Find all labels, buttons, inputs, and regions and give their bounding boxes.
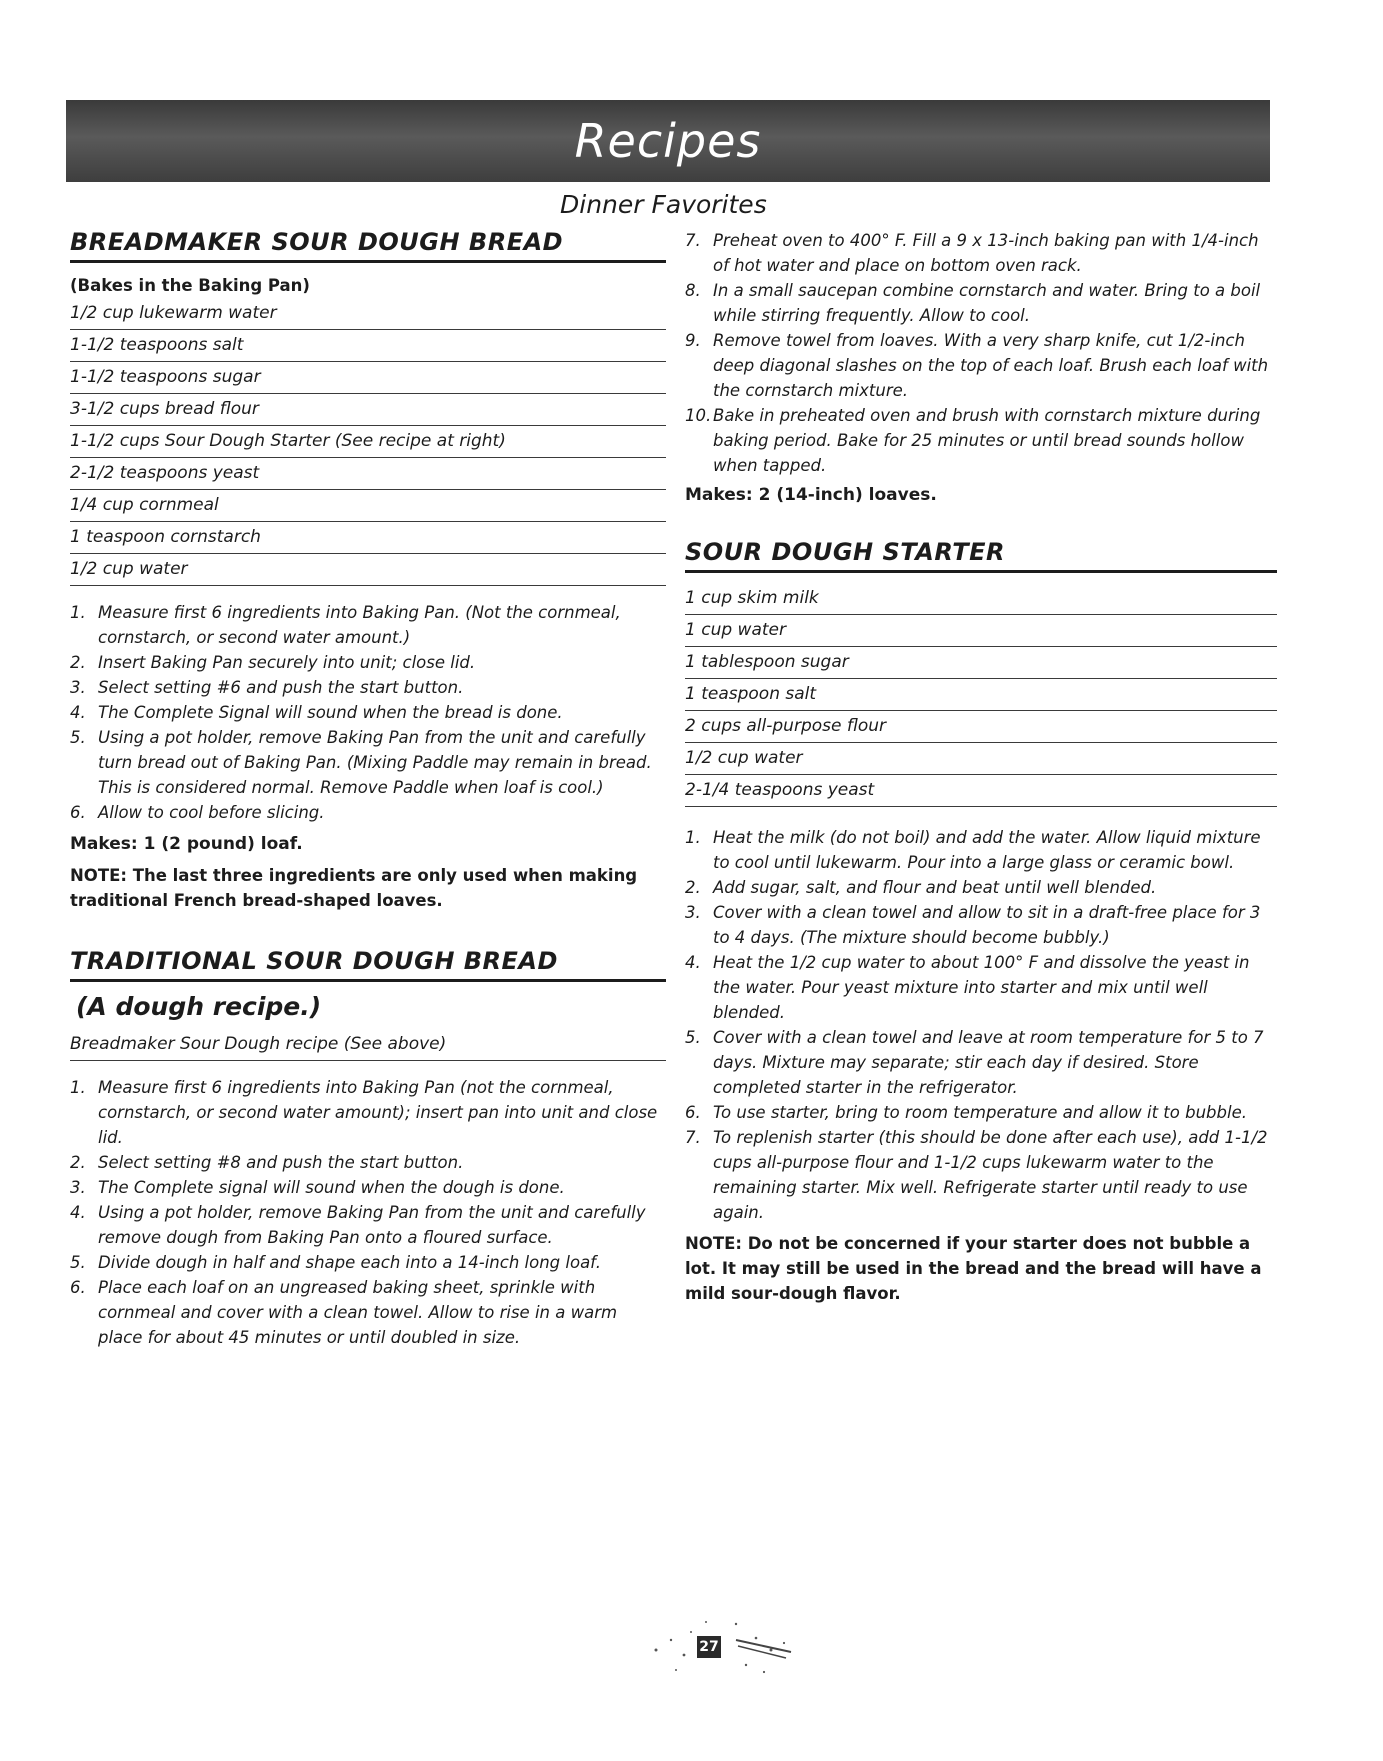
ingredient-item: 1 cup skim milk — [685, 583, 1277, 615]
step-number: 1. — [70, 1078, 86, 1097]
step-number: 6. — [70, 803, 86, 822]
instruction-step — [685, 1025, 1277, 1100]
instruction-step — [685, 1100, 1277, 1125]
step-text: Measure first 6 ingredients into Baking Pan. (Not the cornmeal, cornstarch, or second water amount.) — [98, 603, 621, 647]
step-number: 6. — [685, 1103, 701, 1122]
step-number: 2. — [70, 653, 86, 672]
instruction-step — [70, 675, 666, 700]
instruction-step — [685, 278, 1277, 328]
step-text: Allow to cool before slicing. — [98, 803, 325, 822]
yield-text: Makes: 1 (2 pound) loaf. — [70, 834, 303, 854]
step-text: Using a pot holder, remove Baking Pan from the unit and carefully turn bread out of Baking Pan. (Mixing Paddle may remain in bread. This is considered normal. Remove Paddle when loaf is cool.) — [98, 728, 652, 797]
ingredient-item: 1 teaspoon cornstarch — [70, 522, 666, 554]
step-text: Divide dough in half and shape each into a 14-inch long loaf. — [98, 1253, 601, 1272]
step-text: Select setting #6 and push the start button. — [98, 678, 464, 697]
step-text: Insert Baking Pan securely into unit; close lid. — [98, 653, 476, 672]
recipe-heading-traditional: TRADITIONAL SOUR DOUGH BREAD — [70, 947, 666, 982]
step-number: 7. — [685, 231, 701, 250]
step-text: Bake in preheated oven and brush with cornstarch mixture during baking period. Bake for 25 minutes or until bread sounds hollow when tapped. — [713, 406, 1261, 475]
left-column — [70, 228, 666, 1350]
step-text: Add sugar, salt, and flour and beat until well blended. — [713, 878, 1157, 897]
instruction-step — [70, 1175, 666, 1200]
recipe-footnote: NOTE: The last three ingredients are only used when making traditional French bread-shaped loaves. — [70, 866, 638, 910]
section-subtitle: Dinner Favorites — [560, 190, 767, 219]
ingredient-item: 1 tablespoon sugar — [685, 647, 1277, 679]
recipe-heading-starter: SOUR DOUGH STARTER — [685, 538, 1277, 573]
step-text: Place each loaf on an ungreased baking sheet, sprinkle with cornmeal and cover with a clean towel. Allow to rise in a warm place for about 45 minutes or until doubled in size. — [98, 1278, 618, 1347]
step-number: 2. — [685, 878, 701, 897]
step-text: In a small saucepan combine cornstarch and water. Bring to a boil while stirring frequently. Allow to cool. — [713, 281, 1261, 325]
page-title: Recipes — [574, 114, 762, 168]
instruction-step — [70, 1250, 666, 1275]
step-number: 4. — [70, 1203, 86, 1222]
instruction-step — [685, 328, 1277, 403]
speckle-decoration — [636, 1610, 806, 1690]
instruction-step — [685, 1125, 1277, 1225]
step-number: 1. — [685, 828, 701, 847]
instruction-step — [70, 1150, 666, 1175]
instruction-step — [70, 650, 666, 675]
step-number: 7. — [685, 1128, 701, 1147]
ingredient-item: Breadmaker Sour Dough recipe (See above) — [70, 1029, 666, 1061]
instruction-step — [70, 600, 666, 650]
instruction-list-continued — [685, 228, 1277, 478]
step-number: 1. — [70, 603, 86, 622]
ingredient-item: 1 teaspoon salt — [685, 679, 1277, 711]
step-text: Select setting #8 and push the start button. — [98, 1153, 464, 1172]
ingredient-list — [70, 298, 666, 586]
step-number: 4. — [70, 703, 86, 722]
step-number: 2. — [70, 1153, 86, 1172]
instruction-step — [685, 900, 1277, 950]
step-text: Cover with a clean towel and allow to sit in a draft-free place for 3 to 4 days. (The mixture should become bubbly.) — [713, 903, 1261, 947]
instruction-step — [70, 800, 666, 825]
step-text: To replenish starter (this should be done after each use), add 1-1/2 cups all-purpose flour and 1-1/2 cups lukewarm water to the remaining starter. Mix well. Refrigerate starter until ready to use again. — [713, 1128, 1268, 1222]
recipe-heading-breadmaker: BREADMAKER SOUR DOUGH BREAD — [70, 228, 666, 263]
ingredient-item: 1/2 cup lukewarm water — [70, 298, 666, 330]
ingredient-item: 1/4 cup cornmeal — [70, 490, 666, 522]
step-number: 10. — [685, 406, 712, 425]
step-number: 4. — [685, 953, 701, 972]
instruction-step — [685, 228, 1277, 278]
step-number: 5. — [685, 1028, 701, 1047]
step-text: Cover with a clean towel and leave at room temperature for 5 to 7 days. Mixture may separate; stir each day if desired. Store completed starter in the refrigerator. — [713, 1028, 1264, 1097]
step-text: The Complete Signal will sound when the bread is done. — [98, 703, 563, 722]
ingredient-item: 1-1/2 teaspoons sugar — [70, 362, 666, 394]
instruction-step — [70, 725, 666, 800]
ingredient-list — [685, 583, 1277, 807]
instruction-step — [685, 403, 1277, 478]
instruction-step — [685, 950, 1277, 1025]
instruction-list — [70, 600, 666, 825]
recipe-subheading: (A dough recipe.) — [76, 992, 322, 1021]
instruction-step — [685, 825, 1277, 875]
ingredient-item: 1 cup water — [685, 615, 1277, 647]
step-number: 9. — [685, 331, 701, 350]
right-column — [685, 228, 1277, 1306]
recipe-footnote: NOTE: Do not be concerned if your starter does not bubble a lot. It may still be used in the bread and the bread will have a mild sour-dough flavor. — [685, 1234, 1262, 1303]
step-number: 8. — [685, 281, 701, 300]
step-text: Heat the 1/2 cup water to about 100° F and dissolve the yeast in the water. Pour yeast mixture into starter and mix until well blended. — [713, 953, 1250, 1022]
step-text: To use starter, bring to room temperature and allow it to bubble. — [713, 1103, 1247, 1122]
step-number: 5. — [70, 728, 86, 747]
step-text: The Complete signal will sound when the dough is done. — [98, 1178, 565, 1197]
instruction-step — [70, 1075, 666, 1150]
yield-text: Makes: 2 (14-inch) loaves. — [685, 485, 937, 505]
ingredient-item: 2 cups all-purpose flour — [685, 711, 1277, 743]
step-text: Measure first 6 ingredients into Baking Pan (not the cornmeal, cornstarch, or second water amount); insert pan into unit and close lid. — [98, 1078, 658, 1147]
instruction-list — [685, 825, 1277, 1225]
step-text: Preheat oven to 400° F. Fill a 9 x 13-inch baking pan with 1/4-inch of hot water and place on bottom oven rack. — [713, 231, 1259, 275]
step-number: 3. — [685, 903, 701, 922]
step-number: 3. — [70, 678, 86, 697]
ingredient-item: 1/2 cup water — [685, 743, 1277, 775]
recipe-note: (Bakes in the Baking Pan) — [70, 276, 310, 295]
ingredient-item: 1-1/2 cups Sour Dough Starter (See recipe at right) — [70, 426, 666, 458]
instruction-step — [70, 1275, 666, 1350]
step-text: Using a pot holder, remove Baking Pan from the unit and carefully remove dough from Baking Pan onto a floured surface. — [98, 1203, 646, 1247]
page-number: 27 — [697, 1636, 721, 1658]
ingredient-item: 2-1/4 teaspoons yeast — [685, 775, 1277, 807]
instruction-step — [685, 875, 1277, 900]
header-banner — [66, 100, 1270, 182]
step-number: 5. — [70, 1253, 86, 1272]
ingredient-item: 2-1/2 teaspoons yeast — [70, 458, 666, 490]
ingredient-item: 1/2 cup water — [70, 554, 666, 586]
step-text: Heat the milk (do not boil) and add the water. Allow liquid mixture to cool until lukewarm. Pour into a large glass or ceramic bowl. — [713, 828, 1261, 872]
step-text: Remove towel from loaves. With a very sharp knife, cut 1/2-inch deep diagonal slashes on the top of each loaf. Brush each loaf with the cornstarch mixture. — [713, 331, 1269, 400]
ingredient-item: 3-1/2 cups bread flour — [70, 394, 666, 426]
ingredient-item: 1-1/2 teaspoons salt — [70, 330, 666, 362]
step-number: 3. — [70, 1178, 86, 1197]
instruction-step — [70, 700, 666, 725]
instruction-list — [70, 1075, 666, 1350]
step-number: 6. — [70, 1278, 86, 1297]
instruction-step — [70, 1200, 666, 1250]
